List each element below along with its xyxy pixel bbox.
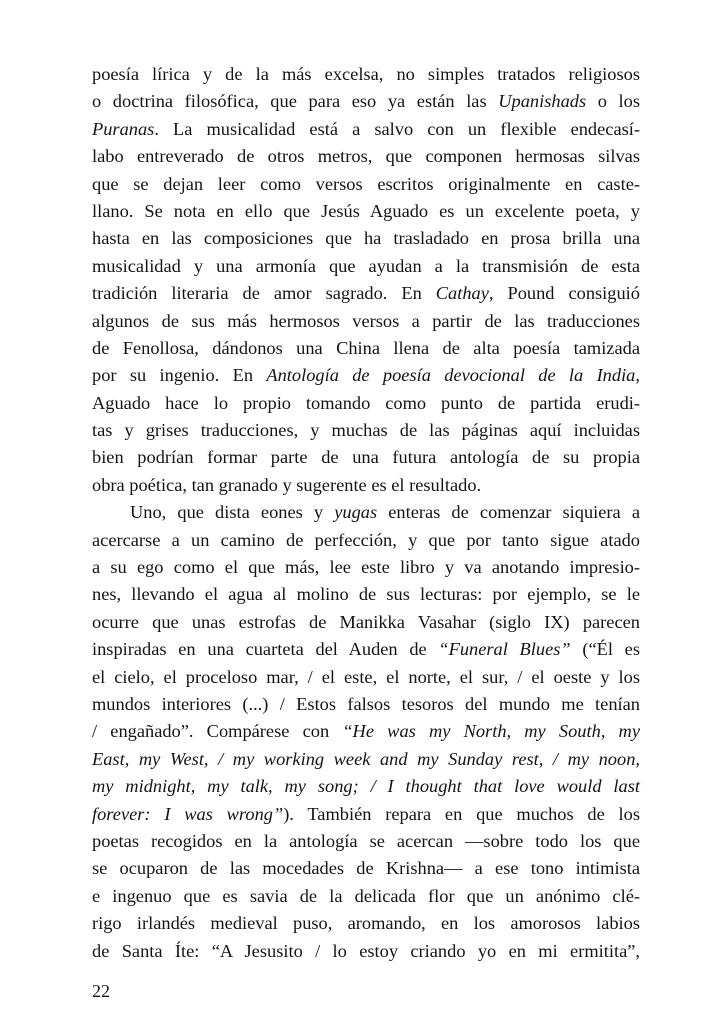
text-run: tas y grises traducciones, y muchas de las páginas aquí incluidas [92,420,640,441]
text-run: e ingenuo que es savia de la delicada flor que un anónimo clé- [92,885,640,906]
text-run: poetas recogidos en la antología se acercan —sobre todo los que [92,830,640,851]
text-run: llano. Se nota en ello que Jesús Aguado es un excelente poeta, y [92,200,640,221]
text-run: (“Él es [570,639,640,660]
text-run: hasta en las composiciones que ha trasladado en prosa brilla una [92,228,640,249]
text-line [92,636,640,663]
text-line [92,664,640,691]
italic-text: forever: I was wrong” [92,803,284,824]
text-run: se ocuparon de las mocedades de Krishna— a ese tono intimista [92,858,640,879]
text-run: Aguado hace lo propio tomando como punto de partida erudi- [92,392,640,413]
text-run: o doctrina filosófica, que para eso ya están las [92,91,499,112]
text-line [92,773,640,800]
text-run: o los [586,91,640,112]
text-run: ). También repara en que muchos de los [283,803,640,824]
text-run: , Pound consiguió [488,283,640,304]
text-line [92,88,640,115]
text-line [92,938,640,965]
text-line [92,581,640,608]
text-line [92,691,640,718]
italic-text: East, my West, / my working week and my Sunday rest, / my noon, [92,748,640,769]
italic-text: Upanishads [498,91,587,112]
text-run: ocurre que unas estrofas de Manikka Vasahar (siglo IX) parecen [92,611,640,632]
text-run: Uno, que dista eones y [130,502,335,523]
text-line [92,198,640,225]
text-run: mundos interiores (...) / Estos falsos tesoros del mundo me tenían [92,693,640,714]
italic-text: yugas [334,502,378,523]
text-line [92,746,640,773]
text-line [92,390,640,417]
text-run: que se dejan leer como versos escritos originalmente en caste- [92,173,640,194]
text-line [92,855,640,882]
text-run: por su ingenio. En [92,365,267,386]
text-run: , [635,365,640,386]
text-run: bien podrían formar parte de una futura antología de su propia [92,447,640,468]
text-run: acercarse a un camino de perfección, y que por tanto sigue atado [92,529,640,550]
italic-text: Cathay [435,283,489,304]
text-run: el cielo, el proceloso mar, / el este, el norte, el sur, / el oeste y los [92,666,640,687]
text-line [92,609,640,636]
text-run: poesía lírica y de la más excelsa, no simples tratados religiosos [92,64,640,84]
italic-text: my midnight, my talk, my song; / I thought that love would last [92,776,640,797]
text-run: nes, llevando el agua al molino de sus lecturas: por ejemplo, se le [92,584,640,605]
italic-text: Puranas [92,118,155,139]
text-line [92,417,640,444]
text-line [92,253,640,280]
text-run: rigo irlandés medieval puso, aromando, en los amorosos labios [92,913,640,934]
text-run: labo entreverado de otros metros, que componen hermosas silvas [92,146,640,167]
text-run: a su ego como el que más, lee este libro y va anotando impresio- [92,557,640,578]
text-line [92,116,640,143]
italic-text: Antología de poesía devocional de la India [266,365,636,386]
text-line [92,362,640,389]
text-line [92,883,640,910]
text-line [92,828,640,855]
text-line [92,171,640,198]
text-line [92,61,640,88]
text-run: . La musicalidad está a salvo con un flexible endecasí- [154,118,640,139]
page-number: 22 [92,981,110,1001]
text-run: de Santa Íte: “A Jesusito / lo estoy criando yo en mi ermitita”, [92,940,640,961]
text-line [92,472,640,499]
text-line [92,527,640,554]
text-line [92,143,640,170]
text-line [92,801,640,828]
text-run: / engañado”. Compárese con [92,721,343,742]
text-run: inspiradas en una cuarteta del Auden de [92,639,439,660]
text-run: enteras de comenzar siquiera a [377,502,640,523]
text-line [92,499,640,526]
text-run: algunos de sus más hermosos versos a partir de las traducciones [92,310,640,331]
text-line [92,444,640,471]
italic-text: “Funeral Blues” [438,639,571,660]
text-line [92,554,640,581]
text-line [92,308,640,335]
text-line [92,335,640,362]
text-run: obra poética, tan granado y sugerente es el resultado. [92,474,482,495]
text-line [92,718,640,745]
body-text [92,61,640,965]
italic-text: “He was my North, my South, my [342,721,641,742]
text-run: de Fenollosa, dándonos una China llena de alta poesía tamizada [92,337,640,358]
text-run: musicalidad y una armonía que ayudan a la transmisión de esta [92,255,640,276]
text-line [92,280,640,307]
text-line [92,225,640,252]
text-line [92,910,640,937]
text-run: tradición literaria de amor sagrado. En [92,283,436,304]
